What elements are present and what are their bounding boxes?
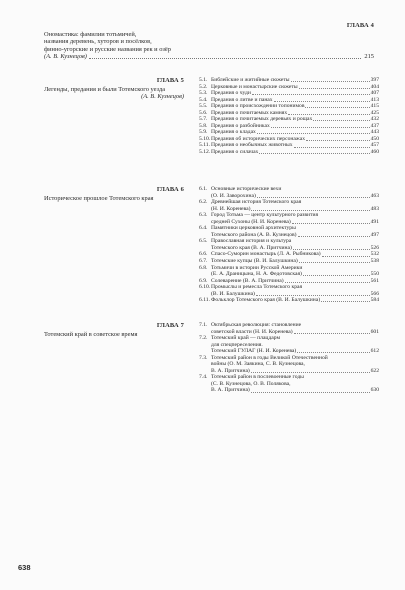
section-number: 5.1. — [199, 77, 208, 83]
section-title-line: Основные исторические вехи — [211, 186, 282, 192]
section-number: 6.1. — [199, 186, 208, 192]
chapter-title-line: Ономастика: фамилии тотьмичей, — [44, 30, 137, 38]
section-title-line: Тотемский район в годы Великой Отечественной — [211, 354, 328, 361]
section-number: 5.11. — [199, 142, 210, 149]
section-page: 584 — [370, 297, 379, 304]
chapter-title — [44, 195, 184, 203]
toc-entry[interactable] — [199, 322, 379, 335]
section-page: 437 — [370, 122, 379, 129]
section-title-line: Предания о кладах — [211, 129, 256, 136]
section-number: 7.3. — [199, 354, 208, 361]
section-number: 7.2. — [199, 335, 208, 342]
section-title-line: Тотемские купцы (В. И. Балушкина) — [211, 258, 298, 265]
section-title-line: Предания о почитаемых деревьях и рощах — [211, 116, 313, 123]
section-number: 7.4. — [199, 374, 208, 381]
section-title-line: (Е. А. Драницына, Н. А. Федотовская) — [211, 271, 302, 278]
toc-entry[interactable] — [199, 284, 379, 297]
section-title-line: Предания о почитаемых камнях — [211, 109, 288, 116]
chapter-number: ГЛАВА 7 — [156, 322, 184, 329]
section-page: 538 — [370, 258, 379, 265]
leader-dots — [299, 88, 370, 89]
section-page: 460 — [370, 149, 379, 156]
leader-dots — [306, 140, 370, 141]
section-page: 566 — [370, 290, 379, 297]
section-number: 5.2. — [199, 83, 208, 90]
section-page: 450 — [370, 135, 379, 142]
section-number: 6.3. — [199, 212, 208, 219]
section-title-line: Предания о силачах — [211, 149, 259, 156]
section-page: 491 — [370, 218, 379, 225]
chapter-number: ГЛАВА 5 — [156, 77, 184, 84]
section-title-line: для спецпереселения. — [211, 341, 263, 348]
chapter-heading — [44, 22, 374, 61]
leader-dots — [297, 352, 369, 353]
chapter-page: 215 — [364, 53, 374, 61]
leader-dots — [322, 256, 370, 257]
section-page: 483 — [370, 205, 379, 212]
toc-entry[interactable] — [199, 186, 379, 199]
leader-dots — [89, 58, 361, 59]
section-number: 6.7. — [199, 258, 208, 265]
section-number: 5.3. — [199, 90, 208, 97]
leader-dots — [257, 133, 370, 134]
chapter-title-line: Легенды, предания и были Тотемского уезда — [44, 85, 166, 93]
leader-dots — [303, 275, 370, 276]
section-title-line: Предания о чуди — [211, 90, 251, 97]
leader-dots — [251, 210, 369, 211]
section-page: 415 — [370, 103, 379, 110]
chapter-title-line: Тотемский край в советское время — [44, 330, 138, 338]
leader-dots — [251, 392, 370, 393]
leader-dots — [252, 94, 370, 95]
section-title-line: Тотемский край — плацдарм — [211, 335, 280, 342]
section-title-line: Тотемский ГУЛАГ (Н. И. Коренева) — [211, 348, 297, 355]
section-page: 601 — [370, 328, 379, 335]
section-list — [199, 77, 379, 156]
section-title-line: Памятники церковной архитектуры — [211, 225, 296, 232]
section-number: 5.5. — [199, 103, 208, 110]
section-title-line: Предания о разбойниках — [211, 122, 270, 129]
section-number: 6.10. — [199, 284, 211, 291]
section-number: 6.6. — [199, 251, 208, 258]
section-list — [199, 186, 379, 304]
section-list — [199, 322, 379, 394]
section-title-line: В. А. Притчина) — [211, 367, 250, 374]
section-page: 630 — [370, 387, 379, 394]
section-title-line: советской власти (Н. И. Коренева) — [211, 328, 293, 335]
section-title-line: Предания о литве и панах — [211, 96, 273, 103]
section-title-line: (В. И. Балушкина) — [211, 290, 255, 297]
chapter-heading — [44, 322, 184, 338]
section-page: 550 — [370, 271, 379, 278]
chapter-author: (А. В. Кузнецов) — [44, 53, 87, 61]
section-title-line: Солеварение (В. А. Притчина) — [211, 277, 284, 284]
section-number: 5.12. — [199, 149, 211, 156]
section-number: 6.2. — [199, 199, 208, 206]
chapter-title-line: Историческое прошлое Тотемского края — [44, 194, 154, 202]
leader-dots — [298, 236, 370, 237]
chapter-author: (А. В. Кузнецов) — [141, 93, 184, 101]
chapter-title — [44, 331, 184, 339]
section-title-line: Промыслы и ремесла Тотемского края — [211, 284, 303, 291]
section-title-line: войны (О. М. Заякина, С. В. Кузнецова, — [211, 361, 305, 368]
chapter-title — [44, 86, 184, 94]
section-title-line: (О. И. Заворохина) — [211, 192, 256, 199]
section-title-line: Октябрьская революция: становление — [211, 322, 302, 328]
toc-entry[interactable] — [199, 355, 379, 375]
section-page: 497 — [370, 231, 379, 238]
chapter-title — [44, 31, 374, 54]
section-number: 5.4. — [199, 96, 208, 103]
section-page: 622 — [370, 367, 379, 374]
section-title-line: Предания о необычных животных — [211, 142, 293, 149]
section-page: 612 — [370, 348, 379, 355]
section-title-line: Древнейшая история Тотемского края — [211, 199, 302, 206]
chapter-number: ГЛАВА 4 — [346, 22, 374, 29]
section-number: 5.6. — [199, 109, 208, 116]
section-title-line: (С. В. Кузнецова, О. В. Полякова, — [211, 380, 291, 387]
section-number: 5.10. — [199, 135, 211, 142]
toc-entry[interactable] — [199, 149, 379, 156]
section-number: 6.4. — [199, 225, 208, 232]
chapter-author-line — [44, 53, 374, 61]
section-title-line: (Н. И. Коренева) — [211, 205, 251, 212]
section-title-line: Тотемского района (А. В. Кузнецов) — [211, 231, 297, 238]
leader-dots — [259, 153, 369, 154]
section-title-line: Православная история и культура — [211, 238, 292, 245]
section-number: 6.9. — [199, 277, 208, 284]
leader-dots — [271, 127, 370, 128]
section-page: 407 — [370, 90, 379, 97]
section-page: 397 — [370, 77, 379, 83]
section-page: 432 — [370, 116, 379, 123]
section-title-line: Церковные и монастырские сюжеты — [211, 83, 298, 90]
section-title-line: средней Сухоны (Н. И. Коренева) — [211, 218, 291, 225]
leader-dots — [292, 223, 370, 224]
section-number: 6.8. — [199, 264, 208, 271]
chapter-title-line: названия деревень, хуторов и посёлков, — [44, 38, 152, 46]
section-title-line: Библейские и житийные сюжеты — [211, 77, 290, 83]
section-page: 443 — [370, 129, 379, 136]
chapter-heading — [44, 77, 184, 101]
toc-entry[interactable] — [199, 335, 379, 355]
section-title-line: Тотьмичи в истории Русской Америки — [211, 264, 303, 271]
section-number: 5.7. — [199, 116, 208, 123]
chapter-title-line: финно-угорские и русские названия рек и озёр — [44, 45, 171, 53]
section-title-line: Предания об исторических персонажах — [211, 135, 306, 142]
leader-dots — [288, 114, 369, 115]
section-page: 457 — [370, 142, 379, 149]
section-title-line: В. А. Притчина) — [211, 387, 250, 394]
leader-dots — [291, 81, 370, 82]
section-title-line: Город Тотьма — центр культурного развития — [211, 212, 319, 219]
chapter-heading — [44, 186, 184, 202]
section-title-line: Предания о происхождении топонимов — [211, 103, 305, 110]
section-page: 425 — [370, 109, 379, 116]
section-title-line: Тотемский район в послевоенные годы — [211, 374, 304, 381]
leader-dots — [257, 197, 370, 198]
toc-entry[interactable] — [199, 265, 379, 278]
leader-dots — [294, 147, 370, 148]
section-title-line: Фольклор Тотемского края (В. И. Балушкина) — [211, 297, 321, 304]
leader-dots — [274, 101, 370, 102]
section-page: 561 — [370, 277, 379, 284]
page-number: 638 — [18, 563, 31, 572]
toc-entry[interactable] — [199, 374, 379, 394]
section-title-line: Тотемского края (В. А. Притчина) — [211, 244, 292, 251]
toc-entry[interactable] — [199, 225, 379, 238]
section-page: 526 — [370, 244, 379, 251]
toc-entry[interactable] — [199, 199, 379, 212]
leader-dots — [256, 295, 370, 296]
section-page: 532 — [370, 251, 379, 258]
section-number: 5.9. — [199, 129, 208, 136]
section-number: 7.1. — [199, 322, 208, 328]
toc-entry[interactable] — [199, 238, 379, 251]
section-number: 6.5. — [199, 238, 208, 245]
toc-entry[interactable] — [199, 212, 379, 225]
section-page: 404 — [370, 83, 379, 90]
toc-entry[interactable] — [199, 297, 379, 304]
leader-dots — [285, 282, 370, 283]
leader-dots — [293, 249, 370, 250]
leader-dots — [313, 120, 369, 121]
section-page: 463 — [370, 192, 379, 199]
section-number: 5.8. — [199, 122, 208, 129]
leader-dots — [305, 107, 369, 108]
leader-dots — [321, 301, 369, 302]
section-page: 413 — [370, 96, 379, 103]
chapter-number: ГЛАВА 6 — [156, 186, 184, 193]
leader-dots — [251, 372, 370, 373]
leader-dots — [299, 262, 370, 263]
section-number: 6.11. — [199, 297, 210, 304]
section-title-line: Спасо-Суморин монастырь (Л. А. Рыбникова) — [211, 251, 321, 258]
leader-dots — [294, 333, 370, 334]
